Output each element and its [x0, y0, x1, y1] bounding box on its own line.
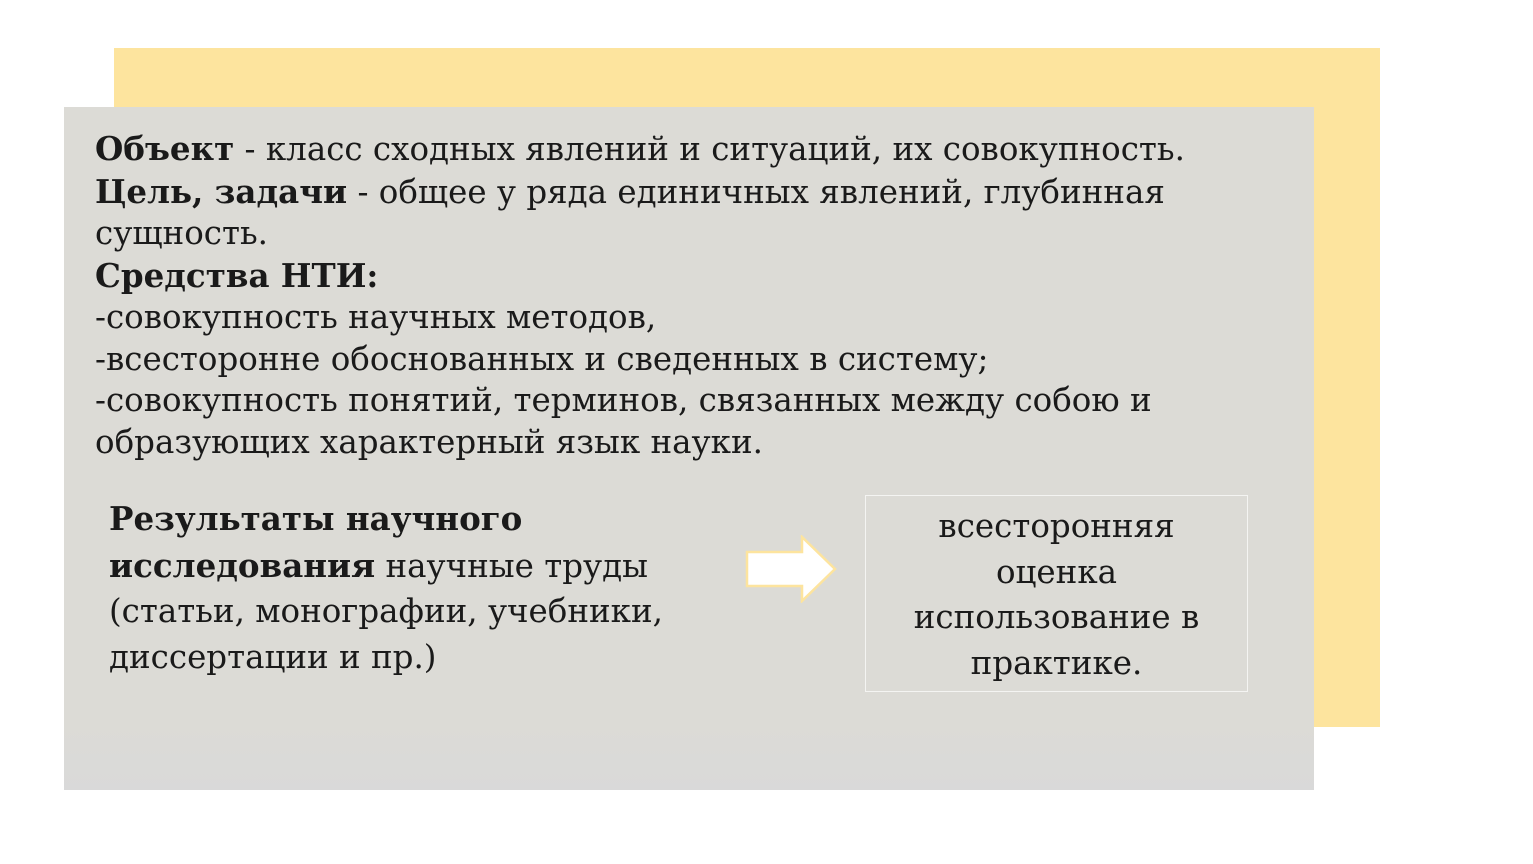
outcome-box — [865, 495, 1248, 692]
goal-continuation: сущность. — [95, 214, 268, 252]
definitions-text — [95, 128, 1275, 463]
goal-text: - общее у ряда единичных явлений, глубинная — [347, 172, 1165, 211]
results-line: диссертации и пр.) — [109, 637, 437, 676]
outcome-line: использование в — [913, 598, 1200, 636]
goal-term: Цель, задачи — [95, 171, 348, 211]
means-heading — [95, 255, 1275, 298]
object-text: - класс сходных явлений и ситуаций, их совокупность. — [234, 130, 1185, 168]
means-heading-text: Средства НТИ: — [95, 255, 379, 295]
means-item: -совокупность понятий, терминов, связанных между собою и — [95, 381, 1152, 419]
means-item: -совокупность научных методов, — [95, 298, 657, 336]
results-line: (статьи, монографии, учебники, — [109, 592, 663, 630]
object-definition — [95, 128, 1275, 171]
right-arrow-icon — [745, 535, 837, 603]
results-term-line1: Результаты научного — [109, 499, 523, 538]
results-text — [109, 496, 729, 680]
object-term: Объект — [95, 129, 235, 168]
outcome-line: практике. — [970, 643, 1143, 682]
outcome-line: всесторонняя — [938, 507, 1175, 545]
goal-definition — [95, 171, 1275, 214]
outcome-line: оценка — [995, 552, 1118, 591]
results-term-line2: исследования — [109, 545, 376, 585]
results-text-line2: научные труды — [375, 546, 649, 585]
means-item: образующих характерный язык науки. — [95, 422, 763, 461]
results-line — [109, 496, 729, 543]
means-item: -всесторонне обоснованных и сведенных в систему; — [95, 339, 989, 378]
results-line — [109, 543, 729, 590]
